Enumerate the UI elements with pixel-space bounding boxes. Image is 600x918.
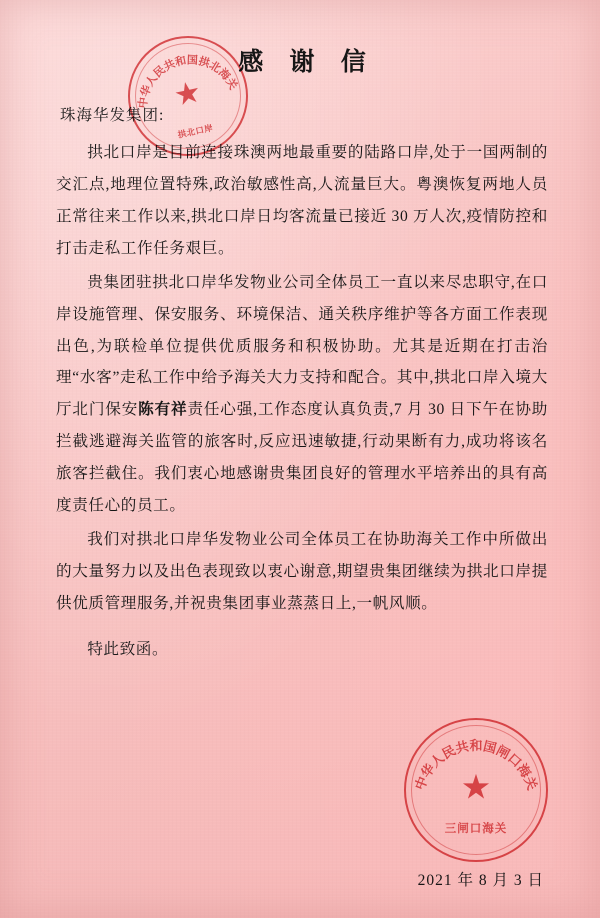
seal-top-bottom-label: 拱北口岸 bbox=[176, 122, 215, 140]
paragraph-2 bbox=[56, 267, 548, 523]
paragraph-3: 我们对拱北口岸华发物业公司全体员工在协助海关工作中所做出的大量努力以及出色表现致以衷心谢意,期望贵集团继续为拱北口岸提供优质管理服务,并祝贵集团事业蒸蒸日上,一帆风顺。 bbox=[56, 531, 548, 613]
paragraph-2-part-1: 贵集团驻拱北口岸华发物业公司全体员工一直以来尽忠职守,在口岸设施管理、保安服务、环境保洁、通关秩序维护等各方面工作表现出色,为联检单位提供优质服务和积极协助。尤其是近期在打击治理“水客”走私工作中给予海关大力支持和配合。其中,拱北口岸入境大厅北门保安 bbox=[56, 273, 548, 419]
closing-line: 特此致函。 bbox=[87, 641, 169, 659]
paragraph-1: 拱北口岸是目前连接珠澳两地最重要的陆路口岸,处于一国两制的交汇点,地理位置特殊,政治敏感性高,人流量巨大。粤澳恢复两地人员正常往来工作以来,拱北口岸日均客流量已接近 30 万人次,疫情防控和打击走私工作任务艰巨。 bbox=[56, 143, 548, 257]
highlighted-name: 陈有祥 bbox=[138, 401, 188, 419]
page-title: 感 谢 信 bbox=[238, 49, 376, 76]
salutation: 珠海华发集团: bbox=[60, 107, 165, 124]
seal-bottom-arc-label: 中华人民共和国闸口海关 bbox=[411, 738, 541, 792]
star-icon: ★ bbox=[460, 769, 492, 807]
star-icon: ★ bbox=[170, 75, 205, 113]
paragraph-2-part-2: 责任心强,工作态度认真负责,7 月 30 日下午在协助拦截逃避海关监管的旅客时,反应迅速敏捷,行动果断有力,成功将该名旅客拦截住。我们衷心地感谢贵集团良好的管理水平培养出的具有高度责任心的员工。 bbox=[56, 401, 548, 515]
seal-bottom-bottom-label: 三闸口海关 bbox=[444, 823, 508, 835]
seal-top-arc-label: 中华人民共和国拱北海关 bbox=[137, 54, 240, 109]
date-line: 2021 年 8 月 3 日 bbox=[417, 872, 544, 889]
